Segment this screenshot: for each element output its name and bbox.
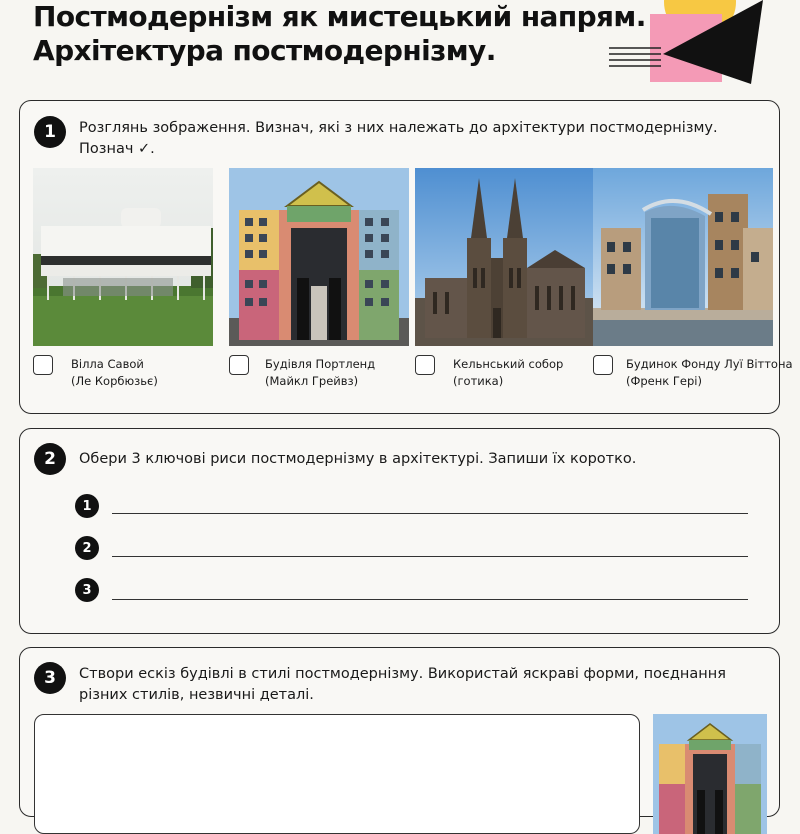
task-1-card [19, 100, 793, 414]
task-3-instruction [79, 664, 726, 706]
caption-cologne-cathedral [453, 356, 563, 390]
checkbox-louis-vuitton-foundation[interactable] [593, 355, 613, 375]
caption-cologne-cathedral-name: Кельнський собор [453, 357, 564, 371]
caption-villa-savoye-name: Вілла Савой [71, 357, 144, 371]
caption-louis-vuitton-foundation-name: Будинок Фонду Луї Віттона [626, 357, 793, 371]
caption-villa-savoye [71, 356, 158, 390]
caption-cologne-cathedral-style: (готика) [453, 374, 504, 388]
task-3-instruction-line-2: різних стилів, незвичні деталі. [79, 687, 314, 703]
villa-savoye-photo [33, 168, 213, 346]
checkbox-villa-savoye[interactable] [33, 355, 53, 375]
sketch-area[interactable] [34, 714, 640, 834]
task-3-card [19, 647, 780, 817]
answer-line-3[interactable] [112, 599, 748, 600]
caption-villa-savoye-author: (Ле Корбюзьє) [71, 374, 158, 388]
task-3-instruction-line-1: Створи ескіз будівлі в стилі постмодернізму. Використай яскраві форми, поєднання [79, 666, 726, 682]
answer-3-number: 3 [75, 578, 99, 602]
task-1-number: 1 [34, 116, 66, 148]
checkbox-portland-building[interactable] [229, 355, 249, 375]
task-1-instruction [79, 118, 718, 160]
page-title [33, 0, 646, 68]
caption-louis-vuitton-foundation [626, 356, 793, 390]
answer-1-number: 1 [75, 494, 99, 518]
answer-2-number: 2 [75, 536, 99, 560]
louis-vuitton-foundation-photo [593, 168, 773, 346]
caption-portland-building-author: (Майкл Грейвз) [265, 374, 359, 388]
caption-louis-vuitton-foundation-author: (Френк Гері) [626, 374, 702, 388]
task-2-card [19, 428, 780, 634]
answer-line-1[interactable] [112, 513, 748, 514]
cologne-cathedral-photo [415, 168, 595, 346]
reference-building-thumbnail [653, 714, 767, 834]
task-2-number: 2 [34, 443, 66, 475]
task-2-instruction: Обери 3 ключові риси постмодернізму в архітектурі. Запиши їх коротко. [79, 451, 637, 467]
answer-line-2[interactable] [112, 556, 748, 557]
task-3-number: 3 [34, 662, 66, 694]
task-1-instruction-line-2: Познач ✓. [79, 141, 155, 157]
title-line-1: Постмодернізм як мистецький напрям. [33, 0, 646, 33]
task-1-instruction-line-1: Розглянь зображення. Визнач, які з них належать до архітектури постмодернізму. [79, 120, 718, 136]
portland-building-photo [229, 168, 409, 346]
caption-portland-building-name: Будівля Портленд [265, 357, 376, 371]
title-line-2: Архітектура постмодернізму. [33, 34, 496, 67]
decorative-shapes [605, 0, 785, 92]
checkbox-cologne-cathedral[interactable] [415, 355, 435, 375]
caption-portland-building [265, 356, 375, 390]
